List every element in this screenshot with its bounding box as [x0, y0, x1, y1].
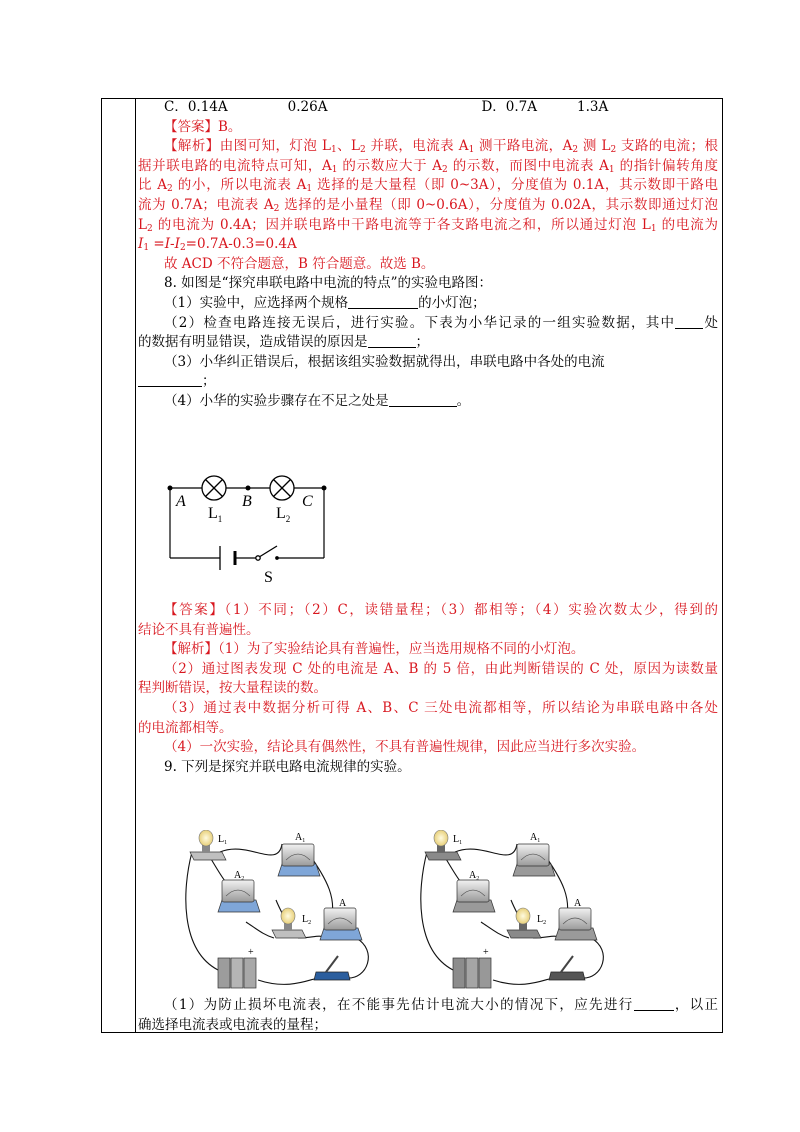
label-a: A — [574, 898, 582, 909]
label-l1: $L_1$ — [218, 834, 228, 846]
label-l2: $L_2$ — [302, 914, 312, 926]
option-c-label: C．0.14A — [164, 99, 228, 115]
lamp-l2-icon — [270, 476, 294, 500]
q8-part-2-cont: 的数据有明显错误，造成错误的原因是 ； — [138, 334, 429, 351]
q8-answer: 【答案】（1）不同；（2）C，读错量程；（3）都相等；（4）实验次数太少，得到的 结论不具有普遍性。 — [138, 602, 718, 638]
battery-icon — [220, 546, 235, 570]
answer-tag: 【答案】 — [164, 118, 218, 135]
q8-stem: 8. 如图是“探究串联电路中电流的特点”的实验电路图： — [164, 275, 492, 292]
q7-answer — [138, 118, 718, 138]
label-l2: $L_2$ — [537, 914, 547, 926]
label-a: A — [176, 493, 186, 510]
label-l1: $L_1$ — [208, 505, 223, 524]
answer-text: B。 — [218, 118, 242, 135]
junction-dot — [246, 486, 251, 491]
q7-analysis-line-7: 故 ACD 不符合题意，B 符合题意。故选 B。 — [164, 255, 435, 272]
ammeter-a-icon — [320, 908, 362, 940]
q7-analysis-line-1: 【解析】由图可知，灯泡 $L_1$、$L_2$ 并联，电流表 $A_1$ 测干路电流，$A_2$ 测 $L_2$ 支路的电流；根 — [164, 138, 719, 156]
ammeter-a-icon — [555, 908, 597, 940]
option-d-label: D．0.7A — [481, 99, 537, 115]
q9-stem: 9. 下列是探究并联电路电流规律的实验。 — [164, 758, 411, 775]
label-c: C — [302, 493, 313, 510]
q8-part-3-cont: ； — [138, 372, 718, 392]
label-a2: $A_2$ — [469, 870, 480, 882]
q8-part-4: （4）小华的实验步骤存在不足之处是 。 — [164, 392, 471, 409]
analysis-tag: 【解析】 — [164, 641, 218, 658]
analysis-tag: 【解析】 — [164, 138, 220, 155]
q7-analysis-line-5: $L_2$ 的电流为 0.4A；因并联电路中干路电流等于各支路电流之和，所以通过灯泡 $L_1$ 的电流为 — [138, 216, 718, 234]
q7-analysis-line-6: $I_1 =I-I_2=0.7A-0.3=0.4A$ — [138, 236, 297, 254]
ammeter-a1-icon — [278, 844, 320, 876]
knife-switch-icon — [549, 956, 585, 980]
label-a1: $A_1$ — [530, 832, 541, 844]
label-a2: $A_2$ — [234, 870, 245, 882]
label-a1: $A_1$ — [295, 832, 306, 844]
battery-pack-icon — [453, 958, 491, 988]
q7-options — [138, 98, 718, 118]
q8-part-2: （2）检查电路连接无误后，进行实验。下表为小华记录的一组实验数据，其中 处 — [164, 314, 718, 331]
page-content — [138, 98, 718, 412]
label-plus: + — [483, 947, 489, 958]
bulb-l2-icon — [507, 908, 541, 938]
q7-analysis-line-4: 流为 0.7A；电流表 $A_2$ 选择的是小量程（即 0~0.6A），分度值为 0.02A，其示数即通过灯泡 — [138, 196, 718, 214]
option-c-value: 0.26A — [287, 99, 328, 115]
answer-blank[interactable] — [368, 334, 416, 348]
label-l1: $L_1$ — [453, 834, 463, 846]
junction-dot — [322, 486, 327, 491]
q9-part-1: （1）为防止损坏电流表，在不能事先估计电流大小的情况下，应先进行 ，以正 确选择电流表或电流表的量程； — [138, 997, 719, 1033]
parallel-apparatus-right — [413, 830, 625, 995]
answer-tag: 【答案】 — [164, 602, 225, 618]
q8-part-3: （3）小华纠正错误后，根据该组实验数据就得出，串联电路中各处的电流 — [164, 353, 605, 370]
answer-blank[interactable] — [634, 997, 674, 1011]
q7-analysis — [138, 137, 718, 274]
answer-blank[interactable] — [389, 393, 457, 407]
lamp-l1-icon — [202, 476, 226, 500]
label-a: A — [339, 898, 347, 909]
junction-dot — [168, 486, 173, 491]
knife-switch-icon — [314, 956, 350, 980]
battery-pack-icon — [218, 958, 256, 988]
answer-blank[interactable] — [675, 315, 703, 329]
answer-blank[interactable] — [138, 373, 202, 387]
option-d-value: 1.3A — [577, 99, 609, 115]
switch-icon — [256, 546, 278, 560]
bulb-l2-icon — [272, 908, 306, 938]
q7-analysis-line-3: 比 $A_2$ 的小，所以电流表 $A_1$ 选择的是大量程（即 0~3A），分度值为 0.1A，其示数即干路电 — [138, 177, 718, 195]
series-circuit-diagram — [160, 460, 340, 585]
ammeter-a1-icon — [513, 844, 555, 876]
label-b: B — [242, 493, 252, 510]
label-l2: $L_2$ — [276, 505, 291, 524]
q7-analysis-line-2: 据并联电路的电流特点可知，$A_1$ 的示数应大于 $A_2$ 的示数，而图中电流表 $A_1$ 的指针偏转角度 — [138, 157, 718, 175]
label-s: S — [264, 569, 273, 585]
parallel-apparatus-left — [178, 830, 390, 995]
ammeter-a2-icon — [453, 880, 495, 912]
answer-blank[interactable] — [348, 295, 418, 309]
lower-content — [138, 601, 718, 777]
label-plus: + — [248, 947, 254, 958]
q8-part-1: （1）实验中，应选择两个规格 的小灯泡； — [164, 294, 486, 311]
table-column-divider — [135, 98, 136, 1033]
ammeter-a2-icon — [218, 880, 260, 912]
q8-analysis: 【解析】（1）为了实验结论具有普遍性，应当选用规格不同的小灯泡。 （2）通过图表发现 C 处的电流是 A、B 的 5 倍，由此判断错误的 C 处，原因为读数量 程判断错误，按大量程读的数。 （3）通过表中数据分析可得 A、B、C 三处电流都相等，所以结论为串联电路中各处 的电流都相等。 （4）一次实验，结论具有偶然性，不具有普遍性规律，因此应当进行多次实验。 — [138, 641, 718, 756]
